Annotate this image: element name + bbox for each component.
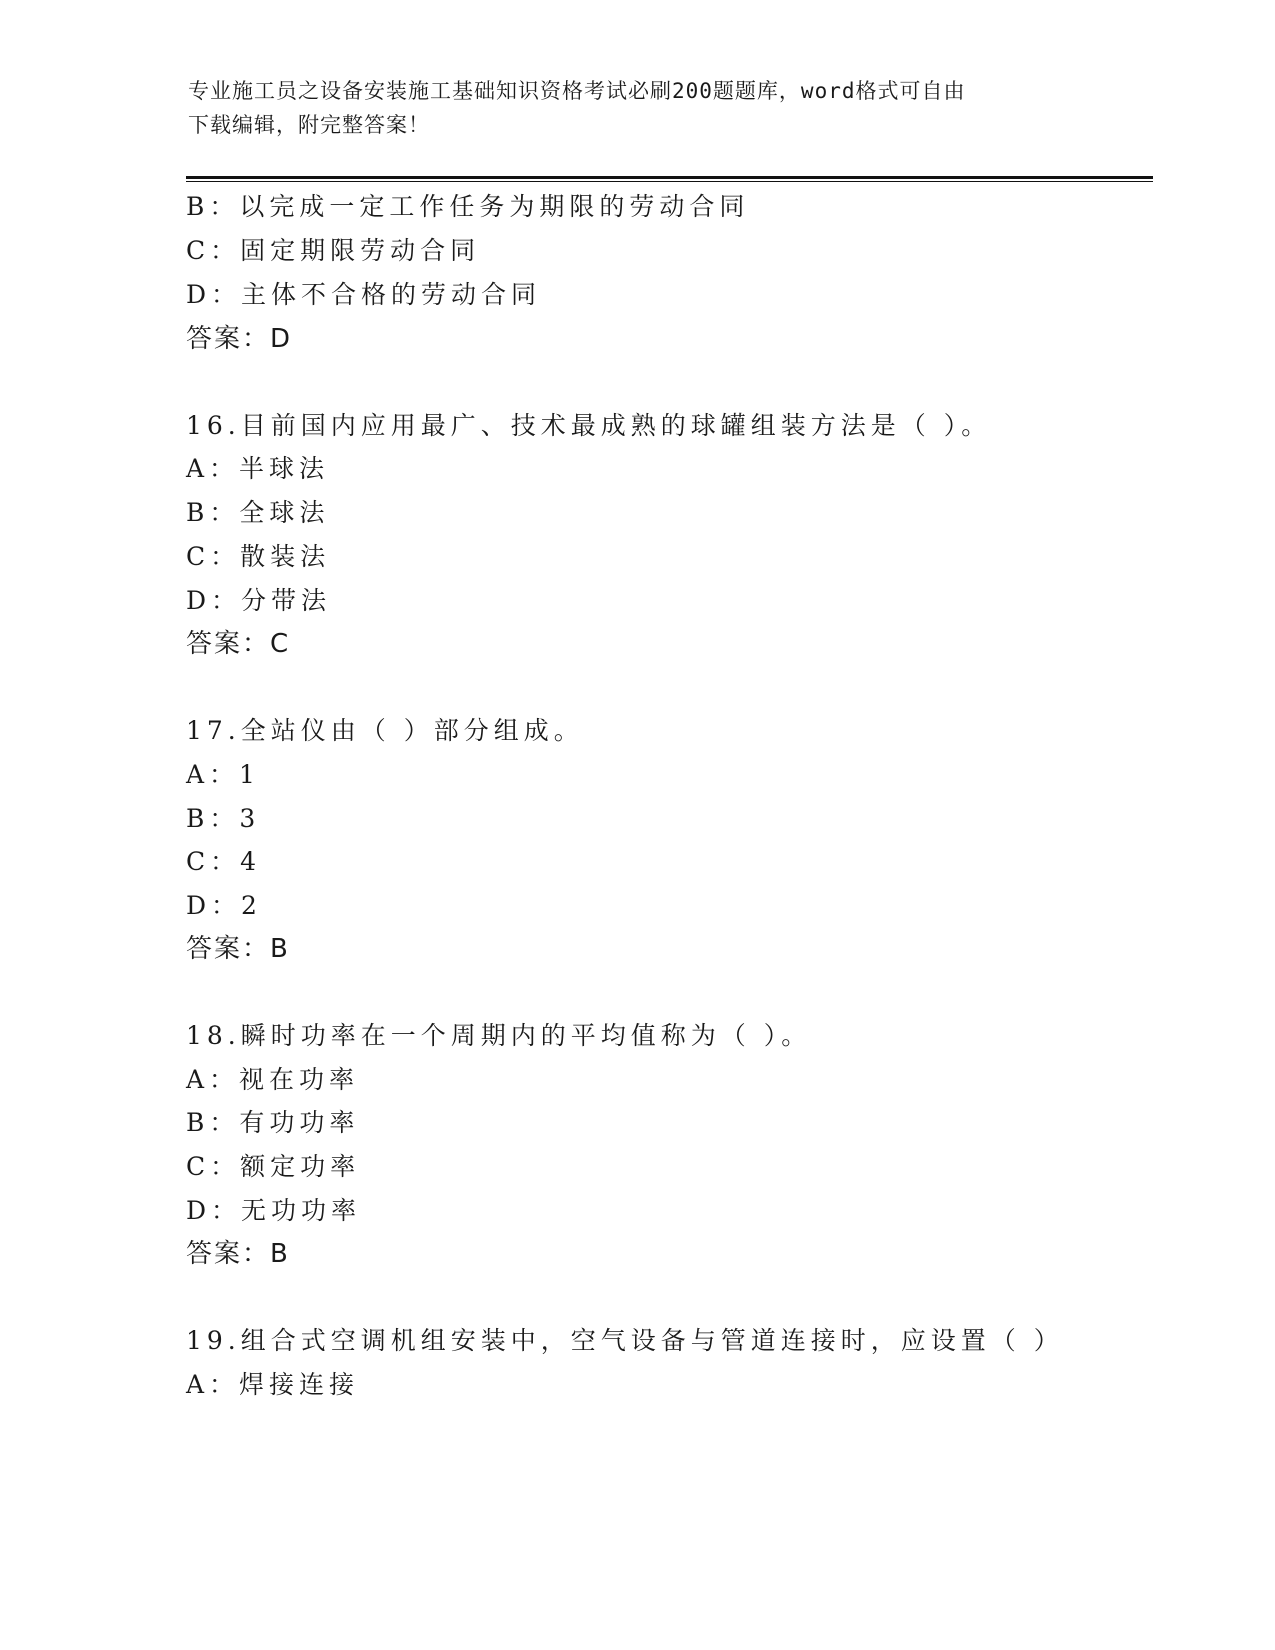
q16-option-c: C：散装法	[186, 542, 331, 571]
q17-option-d: D：2	[186, 891, 262, 920]
q18-option-d: D：无功功率	[186, 1196, 362, 1225]
q16-option-a: A：半球法	[186, 454, 330, 483]
q15-option-d: D：主体不合格的劳动合同	[186, 280, 542, 309]
q16-option-b: B：全球法	[186, 498, 330, 527]
q15-option-c: C：固定期限劳动合同	[186, 236, 481, 265]
q18-question: 18.瞬时功率在一个周期内的平均值称为（ ）。	[186, 1021, 812, 1050]
header-divider-thin	[186, 181, 1153, 182]
q16-option-d: D：分带法	[186, 586, 332, 615]
q19-question: 19.组合式空调机组安装中，空气设备与管道连接时，应设置（ ）	[186, 1326, 1064, 1355]
q15-answer: 答案：D	[186, 324, 293, 354]
header-divider-thick	[186, 176, 1153, 179]
q18-option-b: B：有功功率	[186, 1108, 360, 1137]
q19-option-a: A：焊接连接	[186, 1370, 360, 1399]
q17-answer: 答案：B	[186, 934, 290, 964]
q18-answer: 答案：B	[186, 1239, 290, 1269]
q17-option-c: C：4	[186, 847, 262, 876]
document-header	[188, 74, 1068, 142]
q16-question: 16.目前国内应用最广、技术最成熟的球罐组装方法是（ ）。	[186, 411, 992, 440]
q17-option-b: B：3	[186, 804, 261, 833]
q18-option-a: A：视在功率	[186, 1065, 360, 1094]
q17-option-a: A：1	[186, 760, 260, 789]
header-line-2: 下载编辑，附完整答案！	[188, 113, 430, 137]
q16-answer: 答案：C	[186, 629, 291, 659]
header-line-1: 专业施工员之设备安装施工基础知识资格考试必刷200题题库，word格式可自由	[188, 79, 966, 103]
q15-option-b: B：以完成一定工作任务为期限的劳动合同	[186, 192, 750, 221]
q18-option-c: C：额定功率	[186, 1152, 361, 1181]
q17-question: 17.全站仪由（ ）部分组成。	[186, 716, 584, 745]
